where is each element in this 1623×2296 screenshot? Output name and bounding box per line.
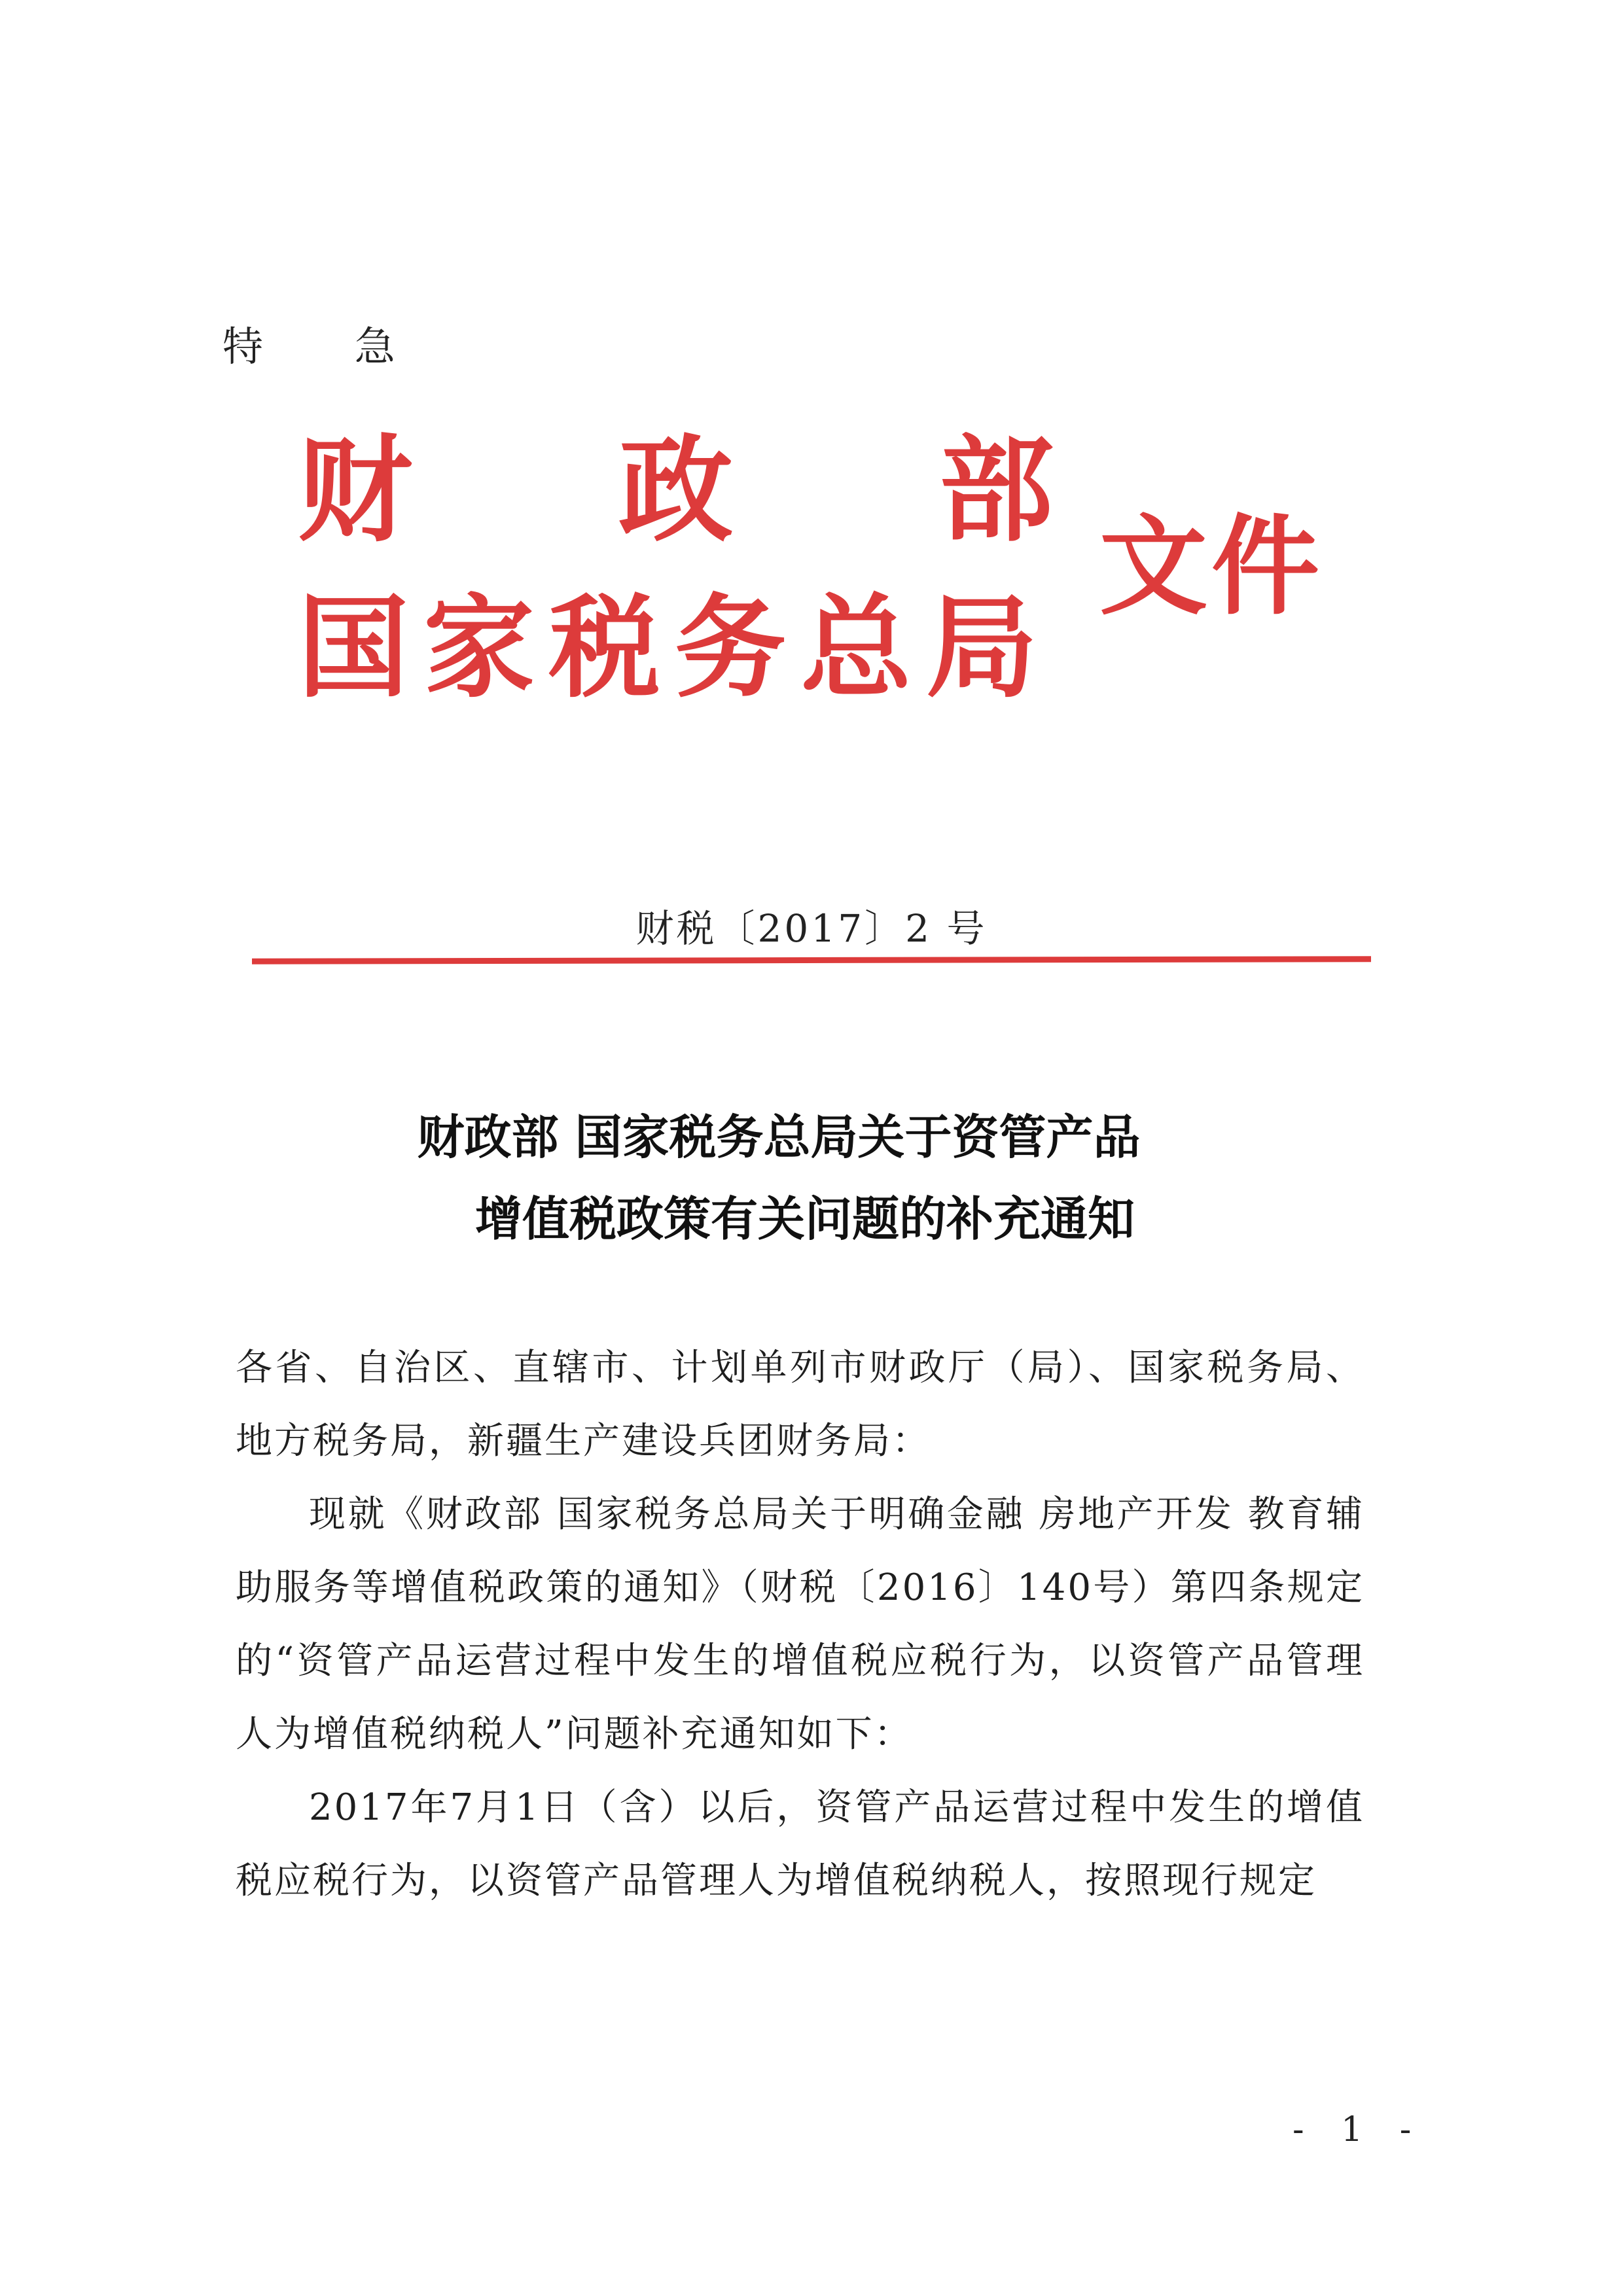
urgency-label: 特 急 <box>223 323 435 370</box>
body-paragraph-2: 2017年7月1日（含）以后，资管产品运营过程中发生的增值税应税行为，以资管产品管理人为增值税纳税人，按照现行规定 <box>236 1786 1364 1902</box>
page-number: - 1 - <box>1293 2110 1425 2149</box>
addressees: 各省、自治区、直辖市、计划单列市财政厅（局）、国家税务局、地方税务局，新疆生产建设兵团财务局： <box>236 1347 1364 1462</box>
issuer-char-1: 财 <box>298 423 412 557</box>
issuer-char-2: 政 <box>618 423 733 557</box>
body-paragraph-1: 现就《财政部 国家税务总局关于明确金融 房地产开发 教育辅助服务等增值税政策的通知》（财税〔2016〕140号）第四条规定的“资管产品运营过程中发生的增值税应税行为，以资管产品管理人为增值税纳税人”问题补充通知如下： <box>236 1493 1364 1756</box>
document-title-line-2: 增值税政策有关问题的补充通知 <box>474 1192 1135 1246</box>
document-number: 财税〔2017〕2 号 <box>635 906 988 951</box>
issuer-suffix: 文件 <box>1099 503 1323 629</box>
document-body <box>236 1332 1364 1918</box>
document-title-line-1: 财政部 国家税务总局关于资管产品 <box>417 1110 1141 1165</box>
header-divider <box>252 956 1371 964</box>
issuer-char-3: 部 <box>939 423 1054 557</box>
issuer-line-2: 国家税务总局 <box>298 582 1052 713</box>
